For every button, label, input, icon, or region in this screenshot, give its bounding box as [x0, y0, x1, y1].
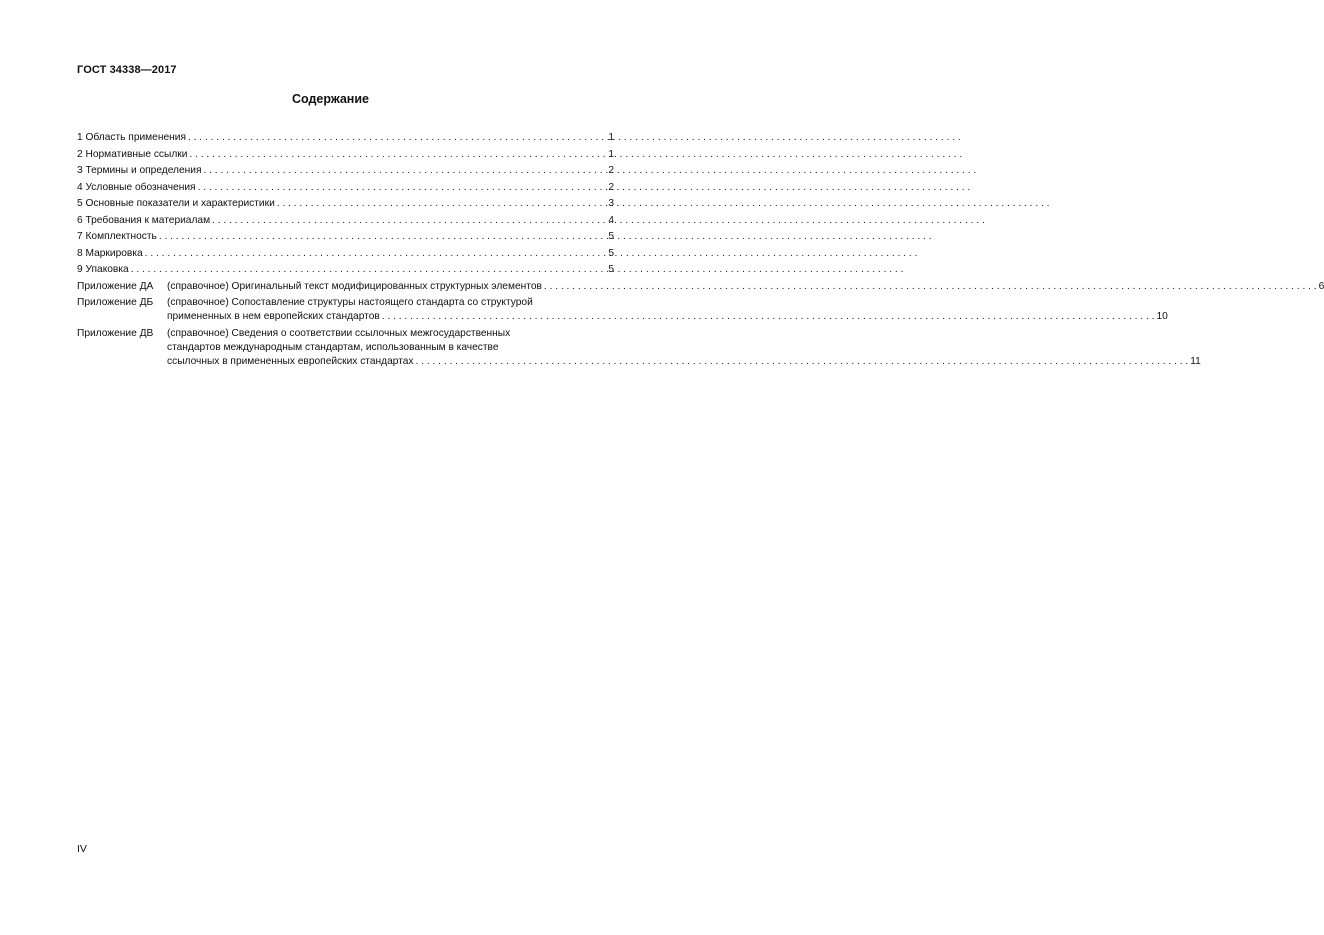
- table-of-contents: [77, 131, 1324, 371]
- toc-entry-page: 10: [1156, 311, 1168, 322]
- appendix-title-text: примененных в нем европейских стандартов: [167, 311, 380, 322]
- toc-entry[interactable]: [77, 230, 614, 244]
- toc-entry-page: 5: [608, 231, 614, 242]
- dot-leader: [382, 310, 1155, 324]
- toc-entry-page: 2: [608, 165, 614, 176]
- toc-entry-label: 5 Основные показатели и характеристики: [77, 198, 275, 209]
- toc-entry-label: 1 Область применения: [77, 132, 186, 143]
- dot-leader: [159, 230, 607, 244]
- toc-entry[interactable]: [77, 181, 614, 195]
- appendix-name: Приложение ДА: [77, 280, 154, 292]
- appendix-title-line: (справочное) Сведения о соответствии ссылочных межгосударственных: [167, 327, 511, 339]
- dot-leader: [145, 247, 607, 261]
- appendix-name: Приложение ДВ: [77, 327, 154, 339]
- toc-entry-page: 4: [608, 214, 614, 226]
- toc-entry-label: 3 Термины и определения: [77, 165, 202, 176]
- dot-leader: [212, 214, 606, 228]
- toc-entry-label: 6 Требования к материалам: [77, 214, 211, 226]
- dot-leader: [188, 131, 606, 145]
- dot-leader: [416, 355, 1189, 369]
- appendix-last-line: [167, 280, 1324, 294]
- toc-entry-page: 6: [1318, 280, 1324, 292]
- page-number: IV: [77, 843, 87, 855]
- appendix-body: [167, 296, 1168, 324]
- toc-appendix-entry[interactable]: [77, 327, 1201, 369]
- toc-entry[interactable]: [77, 131, 614, 145]
- toc-entry[interactable]: [77, 263, 614, 277]
- toc-entry[interactable]: [77, 164, 614, 178]
- appendix-body: [167, 280, 1324, 294]
- dot-leader: [277, 197, 607, 211]
- page-title: Содержание: [291, 92, 369, 106]
- toc-entry[interactable]: [77, 247, 614, 261]
- toc-entry-page: 11: [1190, 355, 1201, 367]
- toc-appendix-entry[interactable]: [77, 280, 1324, 294]
- toc-entry-label: 2 Нормативные ссылки: [77, 148, 188, 160]
- appendix-title-text: ссылочных в примененных европейских стандартах: [167, 355, 414, 367]
- toc-entry-label: 7 Комплектность: [77, 231, 157, 242]
- appendix-title-text: (справочное) Оригинальный текст модифицированных структурных элементов: [167, 280, 542, 292]
- appendix-title-line: (справочное) Сопоставление структуры настоящего стандарта со структурой: [167, 297, 533, 308]
- toc-entry[interactable]: [77, 197, 614, 211]
- appendix-title-line: стандартов международным стандартам, использованным в качестве: [167, 341, 499, 353]
- toc-entry-page: 1: [608, 132, 614, 143]
- toc-entry[interactable]: [77, 214, 614, 228]
- dot-leader: [189, 148, 606, 162]
- toc-entry-label: 9 Упаковка: [77, 264, 129, 275]
- dot-leader: [131, 263, 607, 277]
- document-header: ГОСТ 34338—2017: [77, 64, 177, 76]
- toc-entry-page: 3: [608, 198, 614, 209]
- toc-entry-page: 5: [608, 247, 614, 259]
- toc-entry-page: 2: [608, 181, 614, 193]
- appendix-name: Приложение ДБ: [77, 297, 154, 308]
- appendix-last-line: [167, 355, 1201, 369]
- appendix-body: [167, 327, 1201, 369]
- toc-entry-label: 8 Маркировка: [77, 247, 143, 259]
- dot-leader: [198, 181, 607, 195]
- toc-entry-page: 1: [608, 148, 614, 160]
- toc-entry[interactable]: [77, 148, 614, 162]
- dot-leader: [544, 280, 1317, 294]
- toc-entry-page: 5: [608, 264, 614, 275]
- toc-appendix-entry[interactable]: [77, 296, 1168, 324]
- dot-leader: [203, 164, 606, 178]
- toc-entry-label: 4 Условные обозначения: [77, 181, 196, 193]
- appendix-last-line: [167, 310, 1168, 324]
